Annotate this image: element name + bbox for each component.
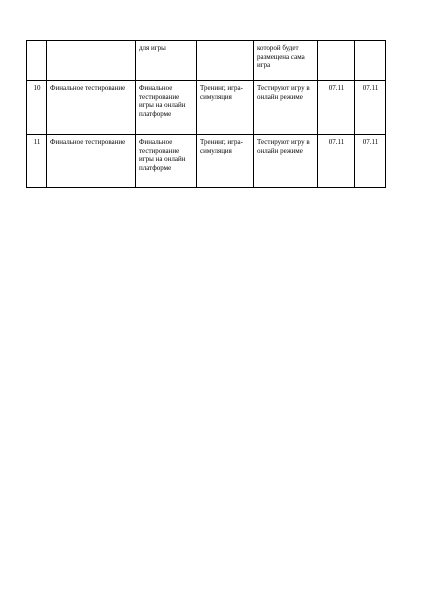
stage-cell: Финальное тестирование <box>47 135 136 188</box>
result-cell: Тестируют игру в онлайн режиме <box>254 135 318 188</box>
table-row <box>27 81 386 135</box>
form-cell <box>197 41 254 81</box>
form-cell: Тренинг, игра-симуляция <box>197 135 254 188</box>
row-number-cell: 10 <box>27 81 47 135</box>
start-date-cell: 07.11 <box>318 81 355 135</box>
start-date-cell <box>318 41 355 81</box>
content-cell: Финальное тестирование игры на онлайн платформе <box>136 81 197 135</box>
result-cell: Тестируют игру в онлайн режиме <box>254 81 318 135</box>
stage-cell: Финальное тестирование <box>47 81 136 135</box>
table-row <box>27 135 386 188</box>
end-date-cell <box>355 41 386 81</box>
content-cell: Финальное тестирование игры на онлайн платформе <box>136 135 197 188</box>
stage-cell <box>47 41 136 81</box>
end-date-cell: 07.11 <box>355 81 386 135</box>
schedule-table <box>26 40 386 188</box>
row-number-cell: 11 <box>27 135 47 188</box>
end-date-cell: 07.11 <box>355 135 386 188</box>
content-cell: для игры <box>136 41 197 81</box>
table-row <box>27 41 386 81</box>
row-number-cell <box>27 41 47 81</box>
result-cell: которой будет размещена сама игра <box>254 41 318 81</box>
start-date-cell: 07.11 <box>318 135 355 188</box>
form-cell: Тренинг, игра-симуляция <box>197 81 254 135</box>
